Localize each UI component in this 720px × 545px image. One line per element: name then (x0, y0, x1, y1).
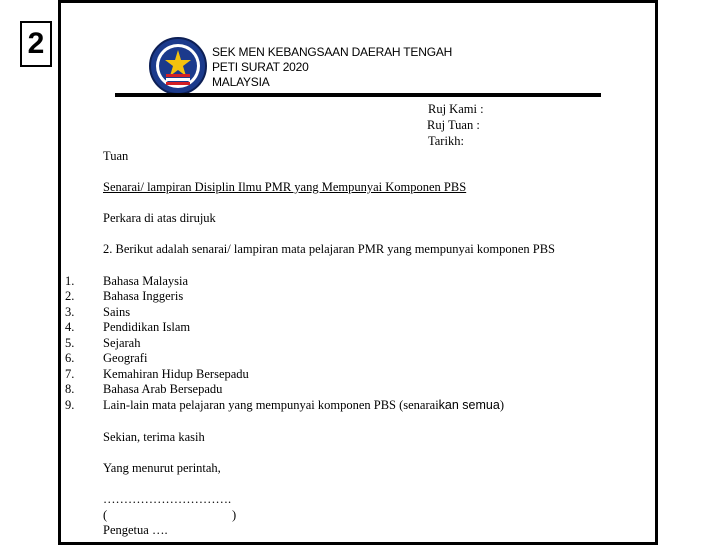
list-item: Bahasa Malaysia (103, 274, 189, 288)
list-item-number: 8. (65, 382, 75, 396)
tarikh: Tarikh: (428, 134, 464, 148)
list-item: Bahasa Arab Bersepadu (103, 382, 223, 396)
list-item-text-tail: kan semua (438, 398, 500, 412)
closing-signoff: Yang menurut perintah, (103, 461, 221, 475)
salutation: Tuan (103, 149, 129, 163)
school-country: MALAYSIA (212, 75, 270, 89)
list-item: Sejarah (103, 336, 141, 350)
list-item: Bahasa Inggeris (103, 289, 184, 303)
signature-close-paren: ) (232, 508, 237, 522)
ruj-kami: Ruj Kami : (428, 102, 484, 116)
list-item-number: 7. (65, 367, 75, 381)
list-item-number: 4. (65, 320, 75, 334)
list-item-number: 5. (65, 336, 75, 350)
list-item: Geografi (103, 351, 148, 365)
signature-line: …………………………. (103, 492, 232, 506)
list-item-number: 1. (65, 274, 75, 288)
signatory-title: Pengetua …. (103, 523, 168, 537)
paragraph-2: 2. Berikut adalah senarai/ lampiran mata pelajaran PMR yang mempunyai komponen PBS (103, 242, 555, 256)
list-item: Kemahiran Hidup Bersepadu (103, 367, 249, 381)
list-item-number: 9. (65, 398, 75, 412)
school-address: PETI SURAT 2020 (212, 60, 309, 74)
school-name: SEK MEN KEBANGSAAN DAERAH TENGAH (212, 45, 453, 59)
signature-open-paren: ( (103, 508, 108, 522)
list-item-number: 3. (65, 305, 75, 319)
school-crest-logo (148, 36, 208, 96)
list-item: Pendidikan Islam (103, 320, 191, 334)
closing-thanks: Sekian, terima kasih (103, 430, 205, 444)
list-item-text: Lain-lain mata pelajaran yang mempunyai komponen PBS (senarai (103, 398, 439, 412)
paragraph-1: Perkara di atas dirujuk (103, 211, 216, 225)
list-item (103, 398, 504, 413)
subject-line: Senarai/ lampiran Disiplin Ilmu PMR yang Mempunyai Komponen PBS (103, 180, 467, 194)
slide-number: 2 (20, 21, 52, 67)
header-divider (115, 93, 601, 97)
list-item-number: 6. (65, 351, 75, 365)
list-item-number: 2. (65, 289, 75, 303)
ruj-tuan: Ruj Tuan : (427, 118, 480, 132)
list-item: Sains (103, 305, 131, 319)
list-item-close-paren: ) (499, 398, 504, 412)
